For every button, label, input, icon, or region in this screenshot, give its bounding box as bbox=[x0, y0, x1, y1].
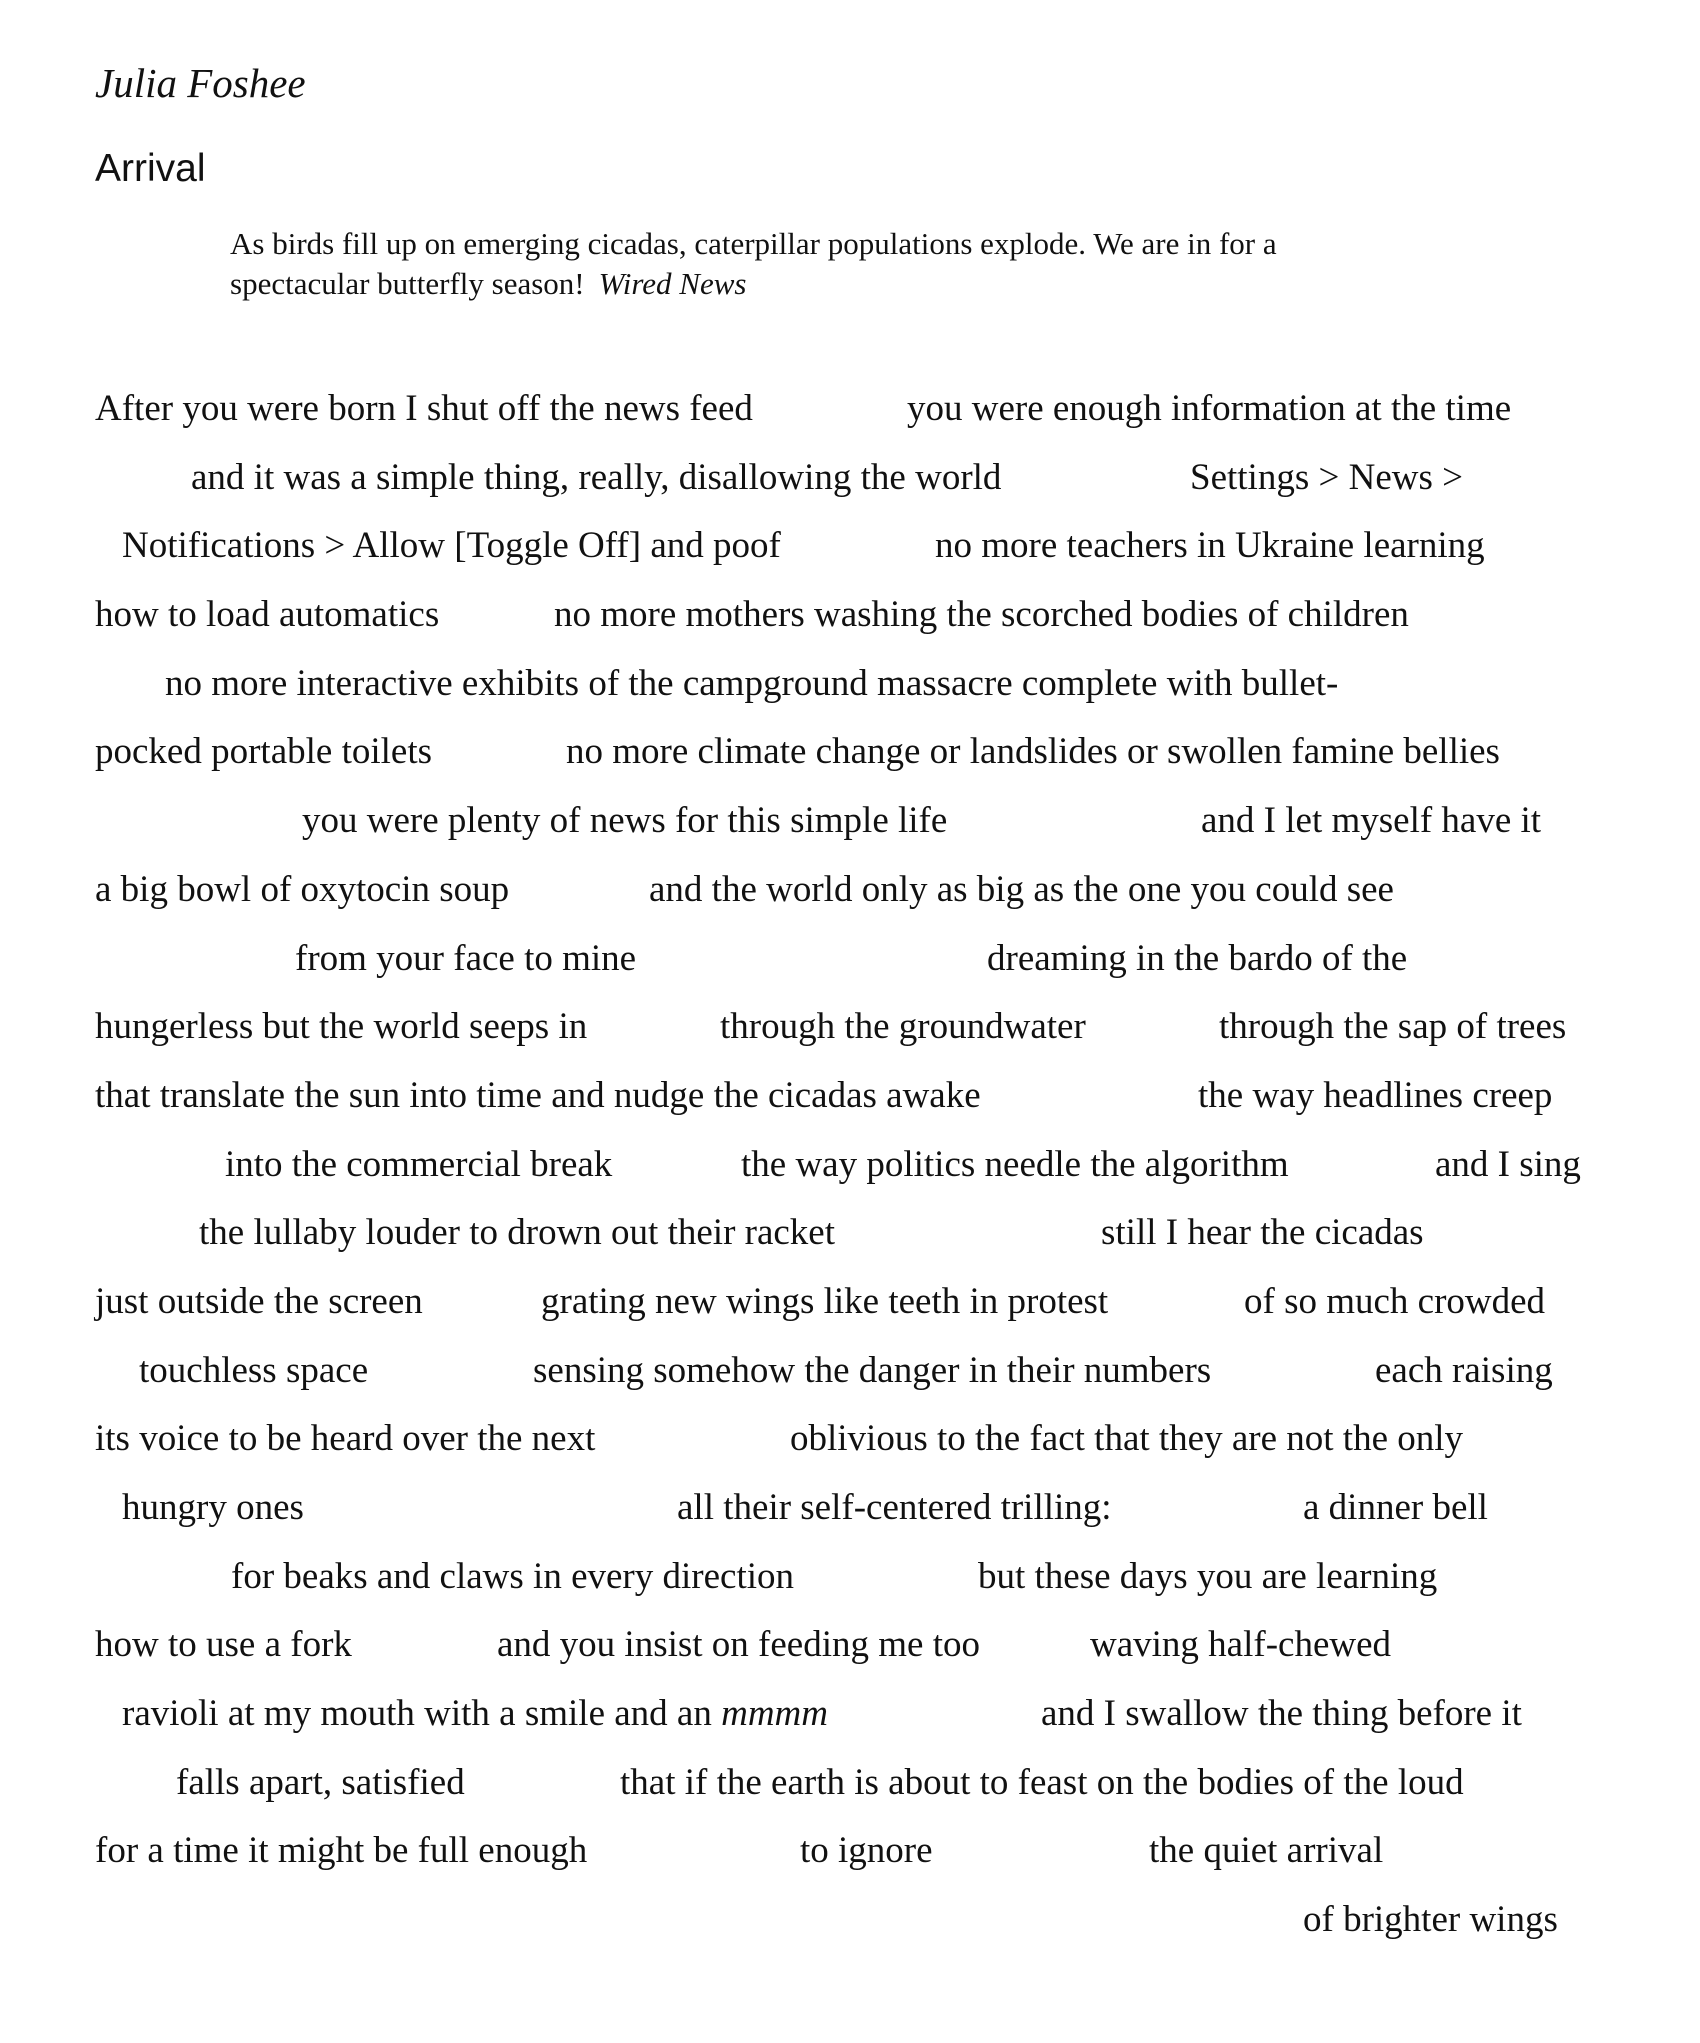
poem-phrase: of so much crowded bbox=[1244, 1280, 1546, 1322]
poem-phrase: and I let myself have it bbox=[1201, 800, 1542, 842]
poem-phrase: into the commercial break bbox=[225, 1143, 613, 1185]
poem-phrase: and I swallow the thing before it bbox=[1041, 1693, 1522, 1735]
poem-line bbox=[0, 521, 1700, 590]
epigraph-source: Wired News bbox=[598, 266, 747, 301]
poem-line bbox=[0, 1483, 1700, 1552]
poem-phrase: pocked portable toilets bbox=[95, 731, 433, 773]
poem-phrase: for a time it might be full enough bbox=[95, 1830, 588, 1872]
poem-phrase: a big bowl of oxytocin soup bbox=[95, 868, 510, 910]
poem-line bbox=[0, 1620, 1700, 1689]
poem-phrase: through the sap of trees bbox=[1219, 1006, 1567, 1048]
poem-line bbox=[0, 1758, 1700, 1827]
poem-line bbox=[0, 1071, 1700, 1140]
poem-line bbox=[0, 1140, 1700, 1209]
poem-phrase: and you insist on feeding me too bbox=[497, 1624, 980, 1666]
poem-line bbox=[0, 659, 1700, 728]
poem-line bbox=[0, 1208, 1700, 1277]
poem-phrase: falls apart, satisfied bbox=[176, 1761, 465, 1803]
poem-phrase: the quiet arrival bbox=[1149, 1830, 1384, 1872]
poem-line bbox=[0, 727, 1700, 796]
poem-phrase: still I hear the cicadas bbox=[1101, 1212, 1424, 1254]
poem-body bbox=[0, 384, 1700, 1964]
poem-line bbox=[0, 1826, 1700, 1895]
poem-phrase: Settings > News > bbox=[1190, 456, 1463, 498]
poem-phrase: no more interactive exhibits of the campground massacre complete with bullet- bbox=[165, 662, 1339, 704]
poem-phrase: hungry ones bbox=[122, 1487, 304, 1528]
poem-phrase: no more mothers washing the scorched bodies of children bbox=[554, 594, 1409, 636]
poem-line bbox=[0, 1414, 1700, 1483]
poem-phrase: the way politics needle the algorithm bbox=[741, 1143, 1289, 1185]
poem-phrase: but these days you are learning bbox=[978, 1555, 1438, 1597]
poem-phrase: hungerless but the world seeps in bbox=[95, 1006, 588, 1048]
poem-line bbox=[0, 796, 1700, 865]
poem-line bbox=[0, 1689, 1700, 1758]
poem-phrase: that if the earth is about to feast on the bodies of the loud bbox=[620, 1761, 1464, 1803]
poem-phrase: touchless space bbox=[139, 1349, 369, 1391]
poem-line bbox=[0, 865, 1700, 934]
poem-phrase: and it was a simple thing, really, disallowing the world bbox=[191, 456, 1002, 498]
poem-phrase: each raising bbox=[1375, 1349, 1553, 1391]
epigraph-line-2 bbox=[230, 264, 1550, 304]
poem-line bbox=[0, 1552, 1700, 1621]
poem-phrase: no more teachers in Ukraine learning bbox=[935, 525, 1485, 567]
poem-phrase: all their self-centered trilling: bbox=[677, 1487, 1112, 1528]
poem-phrase: After you were born I shut off the news feed bbox=[95, 388, 753, 429]
poem-phrase: just outside the screen bbox=[95, 1280, 423, 1322]
poem-phrase: through the groundwater bbox=[720, 1006, 1086, 1048]
poem-phrase: a dinner bell bbox=[1303, 1487, 1488, 1528]
poem-phrase: how to use a fork bbox=[95, 1624, 352, 1666]
poem-phrase: its voice to be heard over the next bbox=[95, 1418, 596, 1460]
poem-phrase: dreaming in the bardo of the bbox=[987, 937, 1408, 979]
poem-phrase: the lullaby louder to drown out their racket bbox=[199, 1212, 836, 1254]
poem-phrase: that translate the sun into time and nudge the cicadas awake bbox=[95, 1074, 981, 1116]
poem-phrase-italic: mmmm bbox=[721, 1693, 828, 1735]
poem-phrase: how to load automatics bbox=[95, 594, 440, 636]
poem-phrase: and the world only as big as the one you could see bbox=[649, 868, 1394, 910]
poem-phrase: from your face to mine bbox=[295, 937, 637, 979]
poem-phrase: of brighter wings bbox=[1303, 1899, 1558, 1941]
poem-phrase-text: ravioli at my mouth with a smile and an bbox=[122, 1693, 712, 1735]
poem-line bbox=[0, 1346, 1700, 1415]
poem-phrase: no more climate change or landslides or swollen famine bellies bbox=[566, 731, 1500, 773]
poem-phrase: you were plenty of news for this simple life bbox=[302, 800, 948, 842]
poem-line bbox=[0, 590, 1700, 659]
poem-title: Arrival bbox=[95, 147, 206, 190]
poem-phrase: Notifications > Allow [Toggle Off] and poof bbox=[122, 525, 781, 567]
poem-phrase: for beaks and claws in every direction bbox=[231, 1555, 795, 1597]
poem-phrase: to ignore bbox=[800, 1830, 933, 1872]
epigraph bbox=[230, 224, 1550, 304]
author-name: Julia Foshee bbox=[95, 60, 306, 106]
poem-phrase: the way headlines creep bbox=[1198, 1074, 1553, 1116]
poem-line bbox=[0, 1002, 1700, 1071]
poem-phrase: oblivious to the fact that they are not the only bbox=[790, 1418, 1464, 1460]
poem-line bbox=[0, 384, 1700, 453]
poem-phrase: you were enough information at the time bbox=[907, 388, 1512, 429]
poem-phrase: sensing somehow the danger in their numbers bbox=[533, 1349, 1212, 1391]
poem-phrase: grating new wings like teeth in protest bbox=[541, 1280, 1109, 1322]
epigraph-line-1: As birds fill up on emerging cicadas, caterpillar populations explode. We are in for a bbox=[230, 226, 1277, 261]
poem-phrase: waving half-chewed bbox=[1090, 1624, 1392, 1666]
poem-line bbox=[0, 453, 1700, 522]
poem-line bbox=[0, 1895, 1700, 1964]
poem-line bbox=[0, 1277, 1700, 1346]
epigraph-line-2-text: spectacular butterfly season! bbox=[230, 266, 585, 301]
poem-phrase bbox=[122, 1689, 828, 1739]
poem-line bbox=[0, 934, 1700, 1003]
poem-phrase: and I sing bbox=[1435, 1143, 1581, 1185]
